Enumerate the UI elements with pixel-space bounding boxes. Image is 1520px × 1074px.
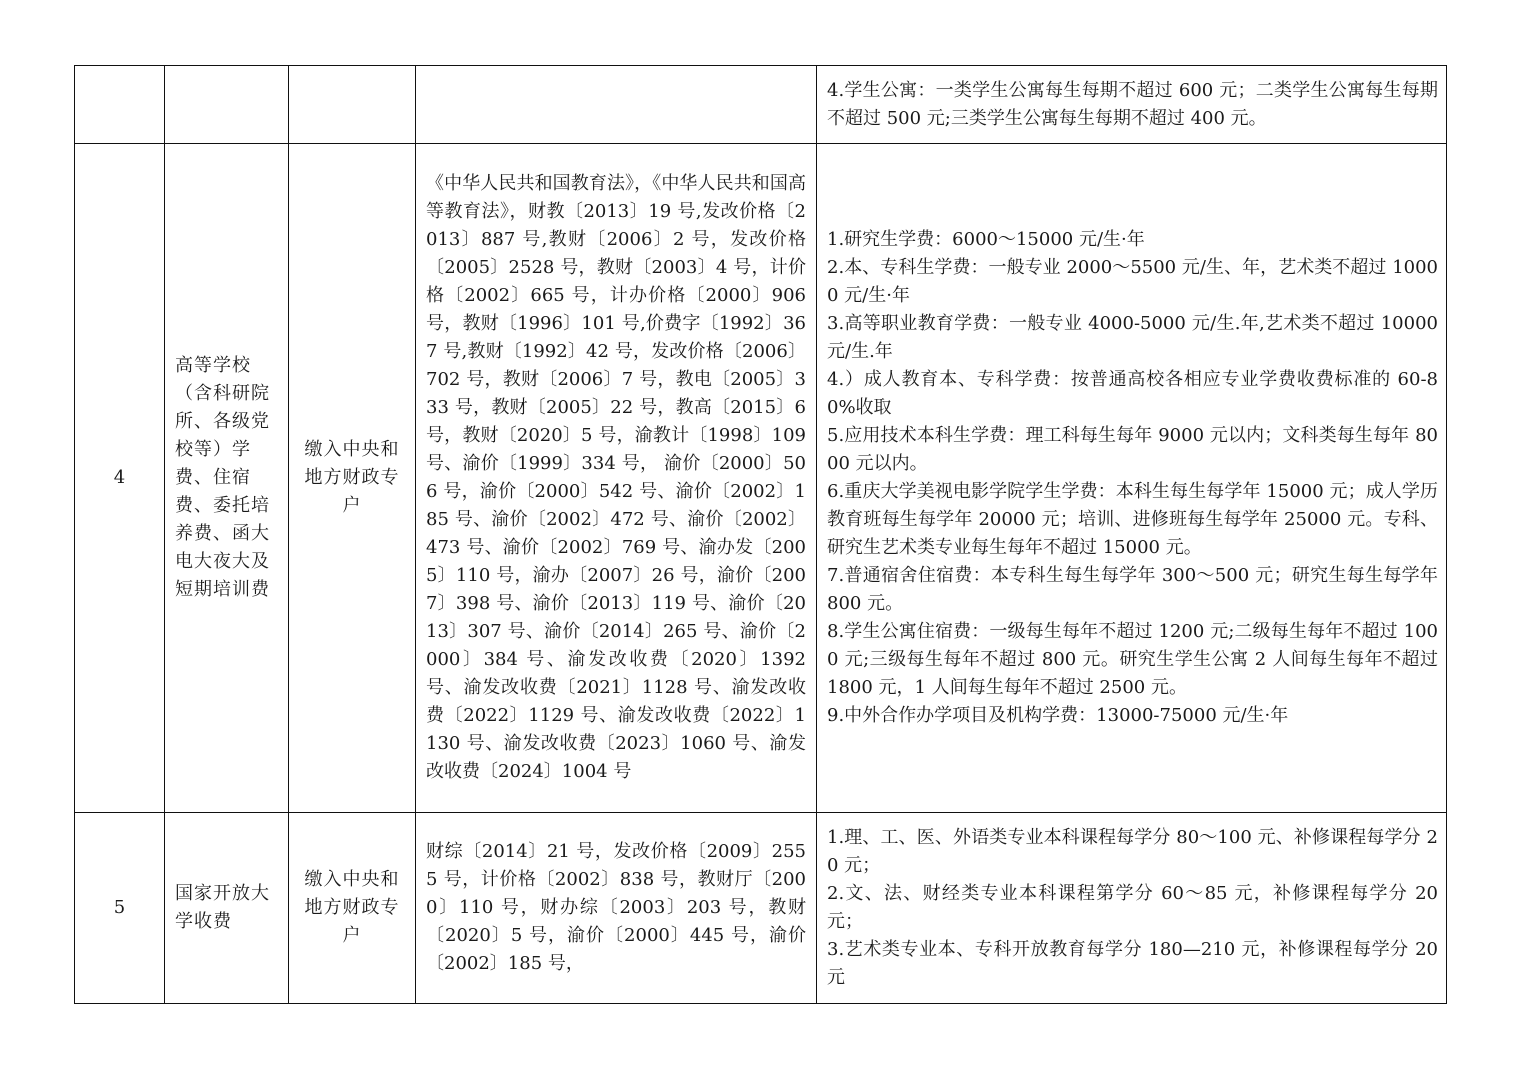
standard-item: 3.高等职业教育学费：一般专业 4000-5000 元/生.年,艺术类不超过 10000 元/生.年 (827, 313, 1438, 362)
legal-basis: 《中华人民共和国教育法》，《中华人民共和国高等教育法》，财教〔2013〕19 号,发改价格〔2013〕887 号,教财〔2006〕2 号，发改价格〔2005〕2528 号，教财〔2003〕4 号，计价格〔2002〕665 号，计办价格〔2000〕906 号，教财〔1996〕101 号,价费字〔1992〕367 号,教财〔1992〕42 号，发改价格〔2006〕702 号，教财〔2006〕7 号，教电〔2005〕333 号，教财〔2005〕22 号，教高〔2015〕6 号，教财〔2020〕5 号，渝教计〔1998〕109 号、渝价〔1999〕334 号， 渝价〔2000〕506 号，渝价〔2000〕542 号、渝价〔2002〕185 号、渝价〔2002〕472 号、渝价〔2002〕473 号、渝价〔2002〕769 号、渝办发〔2005〕110 号，渝办〔2007〕26 号，渝价〔2007〕398 号、渝价〔2013〕119 号、渝价〔2013〕307 号、渝价〔2014〕265 号、渝价〔2000〕384 号、渝发改收费〔2020〕1392 号、渝发改收费〔2021〕1128 号、渝发改收费〔2022〕1129 号、渝发改收费〔2022〕1130 号、渝发改收费〔2023〕1060 号、渝发改收费〔2024〕1004 号 (416, 144, 817, 813)
standard-item: 1.研究生学费：6000～15000 元/生·年 (827, 229, 1145, 250)
standard-item: 2.文、法、财经类专业本科课程第学分 60～85 元，补修课程每学分 20 元； (827, 883, 1438, 932)
standard-item: 4.）成人教育本、专科学费：按普通高校各相应专业学费收费标准的 60-80%收取 (827, 369, 1438, 418)
table-row (75, 813, 1447, 1004)
fee-standards (817, 813, 1447, 1004)
fee-standards (817, 144, 1447, 813)
fee-standards (817, 66, 1447, 144)
fee-account (289, 66, 416, 144)
standard-item: 1.理、工、医、外语类专业本科课程每学分 80～100 元、补修课程每学分 20 元； (827, 827, 1438, 876)
standard-item: 4.学生公寓：一类学生公寓每生每期不超过 600 元；二类学生公寓每生每期不超过 500 元;三类学生公寓每生每期不超过 400 元。 (827, 79, 1438, 129)
standard-item: 2.本、专科生学费：一般专业 2000～5500 元/生、年，艺术类不超过 10000 元/生·年 (827, 257, 1438, 306)
row-number (75, 66, 165, 144)
fee-item-name: 高等学校（含科研院所、各级党校等）学费、住宿费、委托培养费、函大电大夜大及短期培训费 (165, 144, 289, 813)
standard-item: 8.学生公寓住宿费：一级每生每年不超过 1200 元;二级每生每年不超过 1000 元;三级每生每年不超过 800 元。研究生学生公寓 2 人间每生每年不超过 1800 元，1 人间每生每年不超过 2500 元。 (827, 621, 1438, 698)
legal-basis (416, 66, 817, 144)
fee-table (74, 65, 1447, 1004)
standard-item: 3.艺术类专业本、专科开放教育每学分 180—210 元，补修课程每学分 20 元 (827, 939, 1438, 988)
table-row (75, 66, 1447, 144)
standard-item: 9.中外合作办学项目及机构学费：13000-75000 元/生·年 (827, 705, 1289, 726)
row-number: 4 (75, 144, 165, 813)
fee-account: 缴入中央和地方财政专户 (289, 813, 416, 1004)
standard-item: 5.应用技术本科生学费：理工科每生每年 9000 元以内；文科类每生每年 8000 元以内。 (827, 425, 1438, 474)
fee-item-name (165, 66, 289, 144)
standard-item: 7.普通宿舍住宿费：本专科生每生每学年 300～500 元；研究生每生每学年 800 元。 (827, 565, 1438, 614)
row-number: 5 (75, 813, 165, 1004)
fee-item-name: 国家开放大学收费 (165, 813, 289, 1004)
standard-item: 6.重庆大学美视电影学院学生学费：本科生每生每学年 15000 元；成人学历教育班每生每学年 20000 元；培训、进修班每生每学年 25000 元。专科、研究生艺术类专业每生每年不超过 15000 元。 (827, 481, 1438, 558)
table-row (75, 144, 1447, 813)
fee-account: 缴入中央和地方财政专户 (289, 144, 416, 813)
legal-basis: 财综〔2014〕21 号，发改价格〔2009〕2555 号，计价格〔2002〕838 号，教财厅〔2000〕110 号，财办综〔2003〕203 号，教财〔2020〕5 号，渝价〔2000〕445 号，渝价〔2002〕185 号， (416, 813, 817, 1004)
